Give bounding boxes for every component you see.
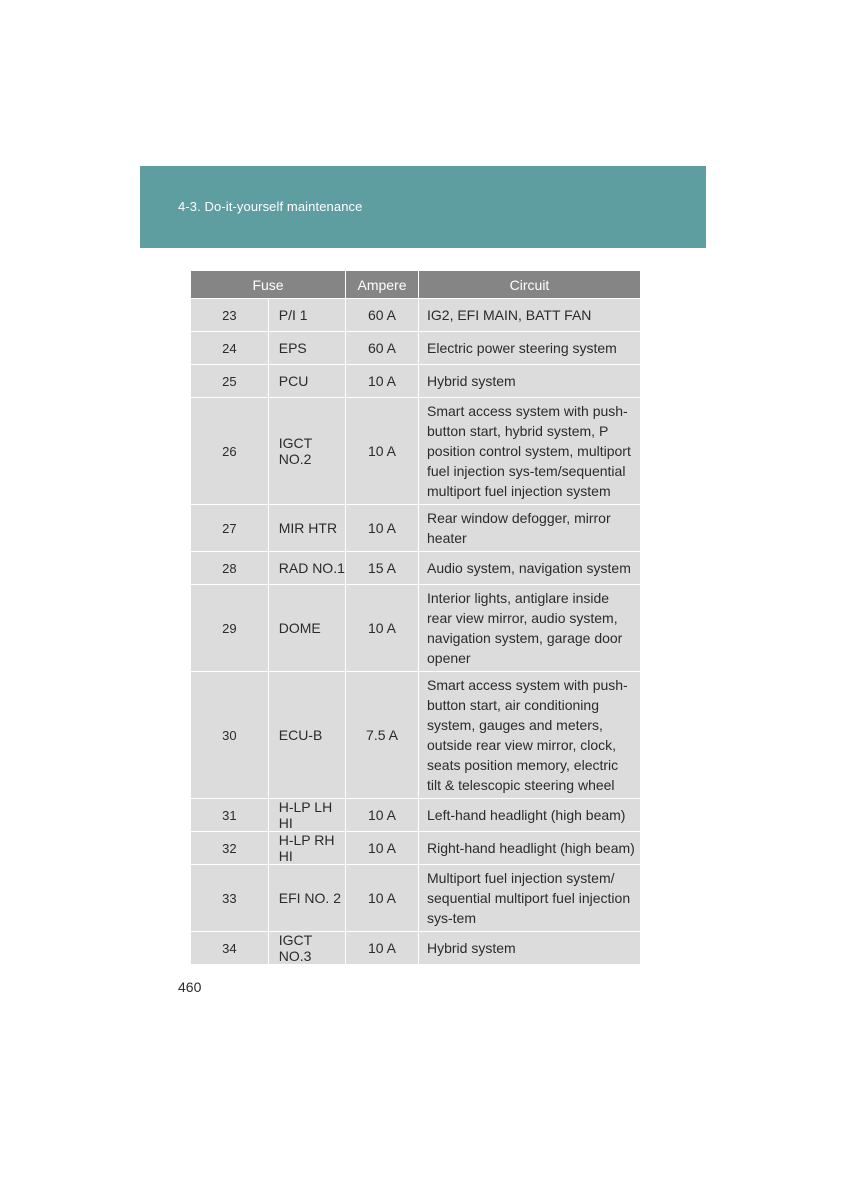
fuse-circuit: Multiport fuel injection system/ sequential multiport fuel injection sys-tem bbox=[419, 865, 641, 932]
table-header-row bbox=[191, 271, 640, 299]
page-number: 460 bbox=[178, 979, 202, 995]
fuse-number: 34 bbox=[191, 932, 268, 965]
fuse-table bbox=[191, 271, 640, 964]
fuse-name: DOME bbox=[268, 585, 345, 672]
fuse-ampere: 10 A bbox=[346, 365, 419, 398]
fuse-name: MIR HTR bbox=[268, 505, 345, 552]
column-header-fuse: Fuse bbox=[191, 271, 346, 299]
fuse-circuit: Interior lights, antiglare inside rear view mirror, audio system, navigation system, garage door opener bbox=[419, 585, 641, 672]
fuse-circuit: Audio system, navigation system bbox=[419, 552, 641, 585]
fuse-name: ECU-B bbox=[268, 672, 345, 799]
fuse-circuit: Right-hand headlight (high beam) bbox=[419, 832, 641, 865]
fuse-name: P/I 1 bbox=[268, 299, 345, 332]
fuse-ampere: 10 A bbox=[346, 832, 419, 865]
fuse-ampere: 7.5 A bbox=[346, 672, 419, 799]
fuse-number: 33 bbox=[191, 865, 268, 932]
table-row bbox=[191, 932, 640, 965]
fuse-number: 29 bbox=[191, 585, 268, 672]
fuse-number: 28 bbox=[191, 552, 268, 585]
fuse-name: PCU bbox=[268, 365, 345, 398]
table-row bbox=[191, 398, 640, 505]
fuse-ampere: 10 A bbox=[346, 799, 419, 832]
fuse-circuit: Smart access system with push-button start, air conditioning system, gauges and meters, outside rear view mirror, clock, seats position memory, electric tilt & telescopic steering wheel bbox=[419, 672, 641, 799]
fuse-name: IGCT NO.3 bbox=[268, 932, 345, 965]
table-row bbox=[191, 505, 640, 552]
fuse-number: 31 bbox=[191, 799, 268, 832]
fuse-ampere: 15 A bbox=[346, 552, 419, 585]
fuse-circuit: Smart access system with push-button start, hybrid system, P position control system, multiport fuel injection sys-tem/sequential multiport fuel injection system bbox=[419, 398, 641, 505]
fuse-ampere: 60 A bbox=[346, 332, 419, 365]
fuse-ampere: 10 A bbox=[346, 585, 419, 672]
table-row bbox=[191, 585, 640, 672]
fuse-circuit: IG2, EFI MAIN, BATT FAN bbox=[419, 299, 641, 332]
fuse-ampere: 10 A bbox=[346, 865, 419, 932]
table-row bbox=[191, 672, 640, 799]
fuse-ampere: 60 A bbox=[346, 299, 419, 332]
fuse-number: 27 bbox=[191, 505, 268, 552]
table-row bbox=[191, 299, 640, 332]
table-row bbox=[191, 365, 640, 398]
fuse-name: EPS bbox=[268, 332, 345, 365]
column-header-ampere: Ampere bbox=[346, 271, 419, 299]
fuse-name: RAD NO.1 bbox=[268, 552, 345, 585]
section-title: 4-3. Do-it-yourself maintenance bbox=[178, 199, 363, 214]
fuse-ampere: 10 A bbox=[346, 398, 419, 505]
fuse-ampere: 10 A bbox=[346, 505, 419, 552]
fuse-number: 25 bbox=[191, 365, 268, 398]
fuse-number: 32 bbox=[191, 832, 268, 865]
table-row bbox=[191, 552, 640, 585]
fuse-circuit: Rear window defogger, mirror heater bbox=[419, 505, 641, 552]
table-row bbox=[191, 332, 640, 365]
fuse-name: H-LP RH HI bbox=[268, 832, 345, 865]
table-row bbox=[191, 865, 640, 932]
table-row bbox=[191, 832, 640, 865]
fuse-circuit: Electric power steering system bbox=[419, 332, 641, 365]
fuse-name: EFI NO. 2 bbox=[268, 865, 345, 932]
fuse-circuit: Left-hand headlight (high beam) bbox=[419, 799, 641, 832]
fuse-number: 30 bbox=[191, 672, 268, 799]
fuse-circuit: Hybrid system bbox=[419, 365, 641, 398]
section-header-band bbox=[140, 166, 706, 248]
fuse-circuit: Hybrid system bbox=[419, 932, 641, 965]
fuse-name: IGCT NO.2 bbox=[268, 398, 345, 505]
fuse-number: 23 bbox=[191, 299, 268, 332]
fuse-number: 26 bbox=[191, 398, 268, 505]
fuse-name: H-LP LH HI bbox=[268, 799, 345, 832]
fuse-number: 24 bbox=[191, 332, 268, 365]
column-header-circuit: Circuit bbox=[419, 271, 641, 299]
fuse-ampere: 10 A bbox=[346, 932, 419, 965]
table-row bbox=[191, 799, 640, 832]
